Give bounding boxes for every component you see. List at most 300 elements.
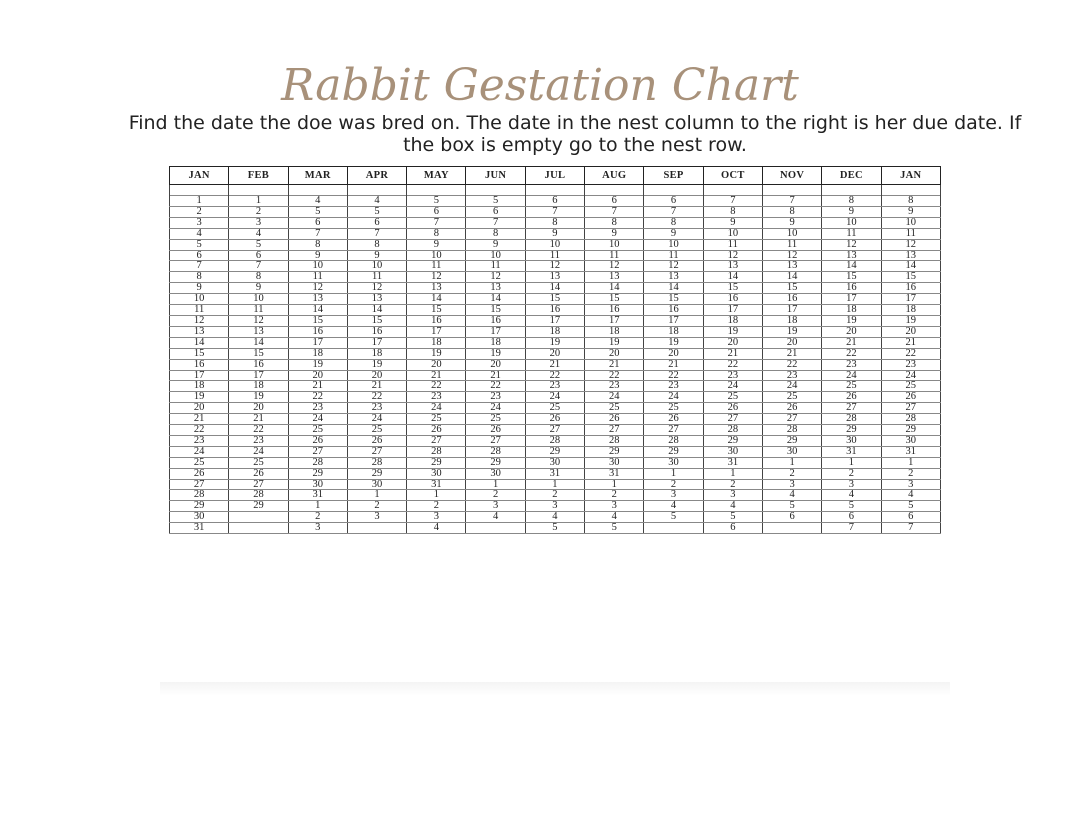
- table-cell: 6: [466, 206, 525, 217]
- table-cell: 11: [407, 261, 466, 272]
- table-cell: 13: [347, 294, 406, 305]
- table-cell: 2: [288, 512, 347, 523]
- table-cell: 7: [644, 206, 703, 217]
- table-cell: 12: [703, 250, 762, 261]
- table-row: [170, 370, 941, 381]
- table-cell: 27: [644, 425, 703, 436]
- table-cell: 25: [407, 414, 466, 425]
- table-cell: 13: [585, 272, 644, 283]
- table-cell: 29: [703, 435, 762, 446]
- table-cell: 21: [822, 337, 881, 348]
- table-cell: 14: [407, 294, 466, 305]
- table-cell: [347, 523, 406, 534]
- table-cell: 11: [170, 305, 229, 316]
- table-cell: 17: [466, 326, 525, 337]
- table-cell: 6: [822, 512, 881, 523]
- table-cell: 15: [288, 315, 347, 326]
- table-row: [170, 294, 941, 305]
- table-row: [170, 446, 941, 457]
- table-cell: 6: [288, 217, 347, 228]
- table-cell: 24: [466, 403, 525, 414]
- table-cell: 4: [525, 512, 584, 523]
- table-cell: 27: [585, 425, 644, 436]
- table-cell: 27: [288, 446, 347, 457]
- table-cell: 3: [703, 490, 762, 501]
- table-cell: 29: [170, 501, 229, 512]
- table-cell: 19: [407, 348, 466, 359]
- table-cell: 9: [822, 206, 881, 217]
- table-cell: 11: [822, 228, 881, 239]
- table-cell: 24: [881, 370, 940, 381]
- table-cell: 8: [347, 239, 406, 250]
- table-cell: 1: [347, 490, 406, 501]
- table-cell: 6: [703, 523, 762, 534]
- table-cell: 15: [466, 305, 525, 316]
- table-cell: 14: [347, 305, 406, 316]
- table-cell: 8: [525, 217, 584, 228]
- table-cell: 11: [762, 239, 821, 250]
- table-cell: 29: [288, 468, 347, 479]
- table-cell: 19: [347, 359, 406, 370]
- table-cell: 3: [644, 490, 703, 501]
- table-cell: 4: [703, 501, 762, 512]
- table-cell: 9: [229, 283, 288, 294]
- table-cell: 12: [762, 250, 821, 261]
- spacer-row: [170, 185, 941, 196]
- table-cell: 14: [644, 283, 703, 294]
- table-cell: 21: [644, 359, 703, 370]
- table-cell: 20: [525, 348, 584, 359]
- table-cell: 22: [466, 381, 525, 392]
- table-cell: 19: [703, 326, 762, 337]
- table-cell: 19: [229, 392, 288, 403]
- table-cell: 21: [466, 370, 525, 381]
- table-cell: 10: [822, 217, 881, 228]
- table-cell: 9: [170, 283, 229, 294]
- table-row: [170, 348, 941, 359]
- table-cell: 28: [822, 414, 881, 425]
- table-cell: 29: [407, 457, 466, 468]
- table-cell: 15: [585, 294, 644, 305]
- table-cell: 14: [822, 261, 881, 272]
- table-cell: 28: [170, 490, 229, 501]
- table-cell: 26: [407, 425, 466, 436]
- table-cell: 20: [229, 403, 288, 414]
- table-cell: 9: [347, 250, 406, 261]
- spacer-cell: [762, 185, 821, 196]
- table-cell: 12: [466, 272, 525, 283]
- table-cell: 18: [644, 326, 703, 337]
- table-cell: 8: [229, 272, 288, 283]
- table-cell: 31: [407, 479, 466, 490]
- table-cell: 8: [644, 217, 703, 228]
- table-cell: 23: [466, 392, 525, 403]
- table-cell: 1: [644, 468, 703, 479]
- table-cell: 16: [170, 359, 229, 370]
- table-cell: 5: [170, 239, 229, 250]
- table-cell: 27: [407, 435, 466, 446]
- table-cell: 31: [170, 523, 229, 534]
- table-cell: 13: [407, 283, 466, 294]
- table-row: [170, 523, 941, 534]
- table-cell: 13: [288, 294, 347, 305]
- table-cell: 8: [288, 239, 347, 250]
- table-cell: 15: [703, 283, 762, 294]
- table-cell: 14: [585, 283, 644, 294]
- table-cell: 28: [881, 414, 940, 425]
- table-cell: 7: [762, 196, 821, 207]
- table-cell: 9: [703, 217, 762, 228]
- table-cell: 18: [170, 381, 229, 392]
- table-cell: 2: [881, 468, 940, 479]
- column-header: JAN: [170, 167, 229, 185]
- table-cell: 30: [881, 435, 940, 446]
- table-cell: 23: [288, 403, 347, 414]
- table-row: [170, 468, 941, 479]
- table-cell: 31: [822, 446, 881, 457]
- table-cell: 1: [703, 468, 762, 479]
- table-body: [170, 185, 941, 534]
- table-cell: 9: [525, 228, 584, 239]
- table-cell: 2: [762, 468, 821, 479]
- table-cell: 26: [525, 414, 584, 425]
- table-cell: 3: [407, 512, 466, 523]
- table-cell: 17: [881, 294, 940, 305]
- column-header: MAY: [407, 167, 466, 185]
- table-cell: 1: [407, 490, 466, 501]
- table-cell: 9: [466, 239, 525, 250]
- table-cell: 12: [347, 283, 406, 294]
- table-row: [170, 490, 941, 501]
- table-cell: 25: [881, 381, 940, 392]
- table-cell: 8: [170, 272, 229, 283]
- table-cell: 22: [407, 381, 466, 392]
- table-cell: 3: [881, 479, 940, 490]
- table-cell: 19: [585, 337, 644, 348]
- table-cell: 21: [881, 337, 940, 348]
- table-cell: 11: [881, 228, 940, 239]
- table-cell: 11: [525, 250, 584, 261]
- table-cell: 24: [703, 381, 762, 392]
- table-cell: 19: [288, 359, 347, 370]
- table-cell: 20: [762, 337, 821, 348]
- table-cell: 6: [525, 196, 584, 207]
- table-cell: 28: [288, 457, 347, 468]
- table-cell: 17: [644, 315, 703, 326]
- table-cell: 8: [466, 228, 525, 239]
- table-row: [170, 315, 941, 326]
- table-header-row: [170, 167, 941, 185]
- table-cell: 17: [288, 337, 347, 348]
- table-cell: 1: [229, 196, 288, 207]
- table-cell: 20: [288, 370, 347, 381]
- table-cell: 27: [170, 479, 229, 490]
- spacer-cell: [407, 185, 466, 196]
- table-cell: 5: [703, 512, 762, 523]
- table-cell: 9: [762, 217, 821, 228]
- table-cell: 1: [762, 457, 821, 468]
- table-cell: 17: [347, 337, 406, 348]
- table-cell: 6: [644, 196, 703, 207]
- table-cell: 27: [347, 446, 406, 457]
- table-cell: 18: [407, 337, 466, 348]
- table-cell: 20: [644, 348, 703, 359]
- table-cell: 31: [703, 457, 762, 468]
- table-cell: 15: [170, 348, 229, 359]
- table-row: [170, 479, 941, 490]
- gestation-table: [169, 166, 941, 534]
- table-cell: 5: [229, 239, 288, 250]
- column-header: APR: [347, 167, 406, 185]
- table-cell: 13: [229, 326, 288, 337]
- gestation-chart: [169, 166, 941, 534]
- table-cell: 16: [644, 305, 703, 316]
- table-cell: 9: [644, 228, 703, 239]
- table-cell: 3: [762, 479, 821, 490]
- table-row: [170, 217, 941, 228]
- table-cell: 22: [170, 425, 229, 436]
- table-cell: 21: [762, 348, 821, 359]
- table-cell: 2: [525, 490, 584, 501]
- table-cell: 12: [229, 315, 288, 326]
- table-cell: 14: [703, 272, 762, 283]
- table-cell: 19: [525, 337, 584, 348]
- table-row: [170, 381, 941, 392]
- column-header: NOV: [762, 167, 821, 185]
- column-header: DEC: [822, 167, 881, 185]
- table-cell: 11: [229, 305, 288, 316]
- table-cell: 7: [466, 217, 525, 228]
- spacer-cell: [822, 185, 881, 196]
- table-cell: 17: [170, 370, 229, 381]
- table-cell: 18: [881, 305, 940, 316]
- table-cell: 29: [822, 425, 881, 436]
- table-cell: 24: [822, 370, 881, 381]
- table-cell: 5: [762, 501, 821, 512]
- table-cell: 15: [644, 294, 703, 305]
- table-cell: 3: [525, 501, 584, 512]
- column-header: JAN: [881, 167, 940, 185]
- table-cell: 7: [288, 228, 347, 239]
- table-cell: 26: [229, 468, 288, 479]
- table-cell: 25: [585, 403, 644, 414]
- table-cell: 29: [762, 435, 821, 446]
- table-cell: 24: [644, 392, 703, 403]
- table-cell: 27: [762, 414, 821, 425]
- table-cell: 9: [407, 239, 466, 250]
- table-cell: 24: [347, 414, 406, 425]
- table-cell: 25: [466, 414, 525, 425]
- table-cell: [762, 523, 821, 534]
- table-cell: 23: [170, 435, 229, 446]
- table-cell: 26: [881, 392, 940, 403]
- table-cell: 5: [407, 196, 466, 207]
- table-cell: 22: [525, 370, 584, 381]
- spacer-cell: [170, 185, 229, 196]
- spacer-cell: [703, 185, 762, 196]
- table-cell: 23: [229, 435, 288, 446]
- table-cell: 26: [762, 403, 821, 414]
- table-cell: 19: [170, 392, 229, 403]
- table-cell: 4: [347, 196, 406, 207]
- table-cell: 8: [822, 196, 881, 207]
- table-cell: 6: [347, 217, 406, 228]
- table-cell: 12: [288, 283, 347, 294]
- table-cell: 5: [881, 501, 940, 512]
- table-cell: 3: [288, 523, 347, 534]
- table-row: [170, 414, 941, 425]
- table-cell: 1: [288, 501, 347, 512]
- table-cell: 23: [822, 359, 881, 370]
- table-cell: 4: [229, 228, 288, 239]
- table-cell: 14: [525, 283, 584, 294]
- table-cell: 5: [466, 196, 525, 207]
- table-cell: 24: [170, 446, 229, 457]
- table-cell: 11: [466, 261, 525, 272]
- table-row: [170, 196, 941, 207]
- table-cell: 5: [525, 523, 584, 534]
- table-cell: 29: [585, 446, 644, 457]
- table-cell: 31: [585, 468, 644, 479]
- table-cell: 15: [229, 348, 288, 359]
- table-cell: 18: [762, 315, 821, 326]
- table-row: [170, 272, 941, 283]
- table-cell: 24: [288, 414, 347, 425]
- table-cell: 27: [525, 425, 584, 436]
- table-cell: 10: [170, 294, 229, 305]
- table-cell: 1: [585, 479, 644, 490]
- table-cell: 30: [288, 479, 347, 490]
- table-cell: 28: [407, 446, 466, 457]
- table-cell: 16: [466, 315, 525, 326]
- table-cell: 3: [585, 501, 644, 512]
- spacer-cell: [466, 185, 525, 196]
- table-row: [170, 337, 941, 348]
- table-cell: 7: [229, 261, 288, 272]
- table-cell: 22: [585, 370, 644, 381]
- table-cell: 25: [347, 425, 406, 436]
- table-cell: 29: [347, 468, 406, 479]
- table-cell: 16: [525, 305, 584, 316]
- table-cell: 2: [585, 490, 644, 501]
- table-cell: 29: [644, 446, 703, 457]
- table-cell: 12: [407, 272, 466, 283]
- table-cell: 6: [881, 512, 940, 523]
- table-cell: 20: [822, 326, 881, 337]
- table-cell: 12: [881, 239, 940, 250]
- table-cell: 19: [466, 348, 525, 359]
- spacer-cell: [644, 185, 703, 196]
- table-cell: 9: [288, 250, 347, 261]
- table-cell: 6: [585, 196, 644, 207]
- table-cell: 10: [762, 228, 821, 239]
- table-cell: 3: [822, 479, 881, 490]
- table-cell: 19: [762, 326, 821, 337]
- table-cell: 2: [644, 479, 703, 490]
- table-cell: 30: [466, 468, 525, 479]
- table-cell: 16: [703, 294, 762, 305]
- table-row: [170, 283, 941, 294]
- table-cell: 11: [644, 250, 703, 261]
- table-cell: 14: [170, 337, 229, 348]
- table-cell: 23: [881, 359, 940, 370]
- table-row: [170, 403, 941, 414]
- table-cell: 13: [881, 250, 940, 261]
- table-cell: 23: [347, 403, 406, 414]
- table-cell: 16: [288, 326, 347, 337]
- table-cell: 4: [170, 228, 229, 239]
- table-cell: 19: [644, 337, 703, 348]
- table-cell: 4: [466, 512, 525, 523]
- table-cell: 28: [644, 435, 703, 446]
- table-cell: 1: [881, 457, 940, 468]
- table-cell: 8: [585, 217, 644, 228]
- table-cell: 2: [170, 206, 229, 217]
- table-cell: 8: [407, 228, 466, 239]
- table-cell: 1: [170, 196, 229, 207]
- table-cell: 11: [703, 239, 762, 250]
- table-cell: 10: [525, 239, 584, 250]
- table-cell: 22: [229, 425, 288, 436]
- table-cell: 17: [229, 370, 288, 381]
- table-cell: 14: [762, 272, 821, 283]
- table-cell: 29: [525, 446, 584, 457]
- table-cell: 19: [881, 315, 940, 326]
- table-cell: 16: [407, 315, 466, 326]
- table-cell: 22: [822, 348, 881, 359]
- table-cell: 10: [466, 250, 525, 261]
- table-row: [170, 261, 941, 272]
- table-cell: 13: [466, 283, 525, 294]
- table-row: [170, 425, 941, 436]
- table-cell: 30: [762, 446, 821, 457]
- table-cell: 7: [881, 523, 940, 534]
- table-cell: 14: [288, 305, 347, 316]
- table-cell: 26: [644, 414, 703, 425]
- table-cell: 6: [762, 512, 821, 523]
- table-cell: 18: [288, 348, 347, 359]
- table-cell: 16: [229, 359, 288, 370]
- table-cell: 30: [347, 479, 406, 490]
- table-row: [170, 435, 941, 446]
- table-cell: 8: [762, 206, 821, 217]
- table-cell: 8: [703, 206, 762, 217]
- table-cell: 31: [525, 468, 584, 479]
- table-cell: 20: [881, 326, 940, 337]
- spacer-cell: [585, 185, 644, 196]
- table-cell: 25: [525, 403, 584, 414]
- table-cell: 12: [822, 239, 881, 250]
- table-cell: 25: [170, 457, 229, 468]
- table-cell: 6: [407, 206, 466, 217]
- table-cell: 17: [703, 305, 762, 316]
- table-cell: 7: [585, 206, 644, 217]
- table-cell: 18: [585, 326, 644, 337]
- table-cell: 13: [525, 272, 584, 283]
- table-cell: 22: [881, 348, 940, 359]
- table-cell: 17: [407, 326, 466, 337]
- table-cell: 2: [407, 501, 466, 512]
- table-cell: 12: [170, 315, 229, 326]
- table-cell: 6: [229, 250, 288, 261]
- table-cell: 11: [585, 250, 644, 261]
- table-cell: 24: [407, 403, 466, 414]
- column-header: JUL: [525, 167, 584, 185]
- table-cell: 26: [822, 392, 881, 403]
- table-cell: 26: [288, 435, 347, 446]
- table-cell: 30: [644, 457, 703, 468]
- table-row: [170, 392, 941, 403]
